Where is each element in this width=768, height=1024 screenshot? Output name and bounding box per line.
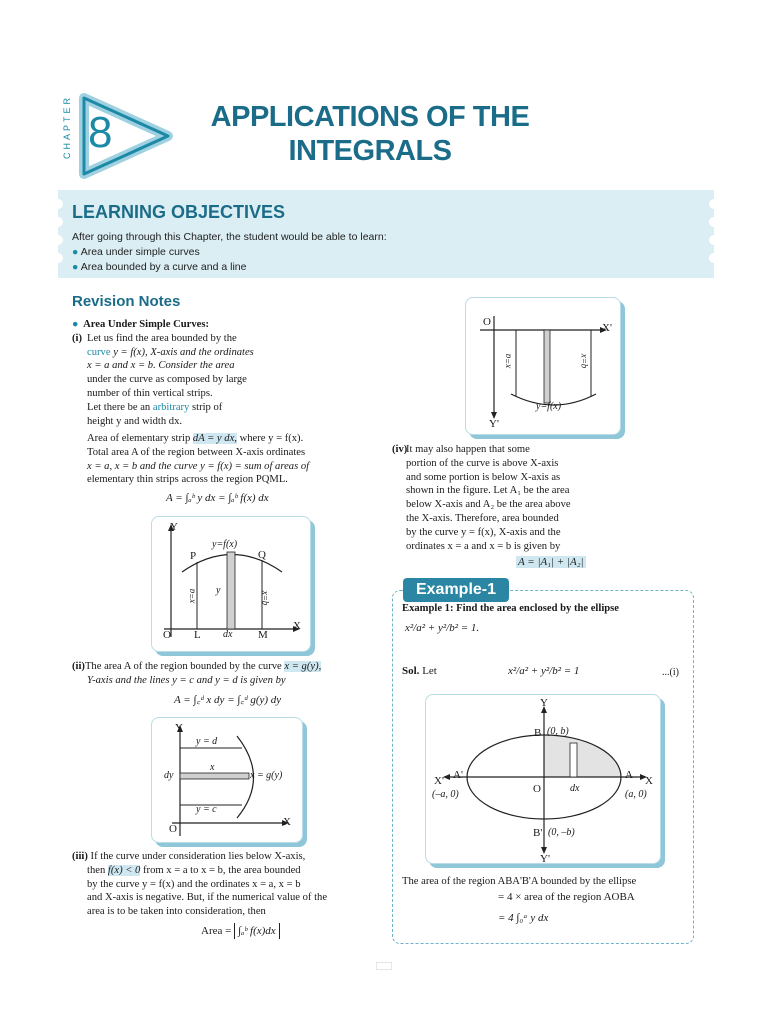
figure-curve-below-axis: O X' x=a x=b y=f(x) Y' [465,297,621,435]
bullet-heading: ● Area Under Simple Curves: [72,319,209,330]
revision-point-i: ● Area Under Simple Curves: (i) Let us find the area bounded by the curve y = f(x), X-axis and the ordinates x = a and x = b. Consider the area under the curve as composed by large number of thin vertical strips. Let there be an arbitrary strip of height y and width dx. [72,318,286,428]
equation-tag: ...(i) [662,667,679,678]
solution-line-3: = 4 ∫₀ᵃ y dx [498,912,549,924]
chapter-label: CHAPTER [62,95,72,160]
title-line-1: APPLICATIONS OF THE [210,101,530,133]
example-question: Example 1: Find the area enclosed by the ellipse [402,603,619,614]
formula-area-sum: A = |A₁| + |A₂| [518,556,584,568]
revision-point-iv: (iv) It may also happen that some portion of the curve is above X-axis and some portion is below X-axis as shown in the figure. Let A₁ be the area below X-axis and A₂ be the area above the X-axis. Therefore, area bounded by the curve y = f(x), X-axis and the ordinates x = a and x = b is given by [392,444,571,552]
example-question-equation: x²/a² + y²/b² = 1. [405,622,480,634]
title-line-2: INTEGRALS [288,135,452,167]
solution-equation: x²/a² + y²/b² = 1 [508,665,580,677]
revision-point-iii: (iii) If the curve under consideration lies below X-axis, then f(x) < 0 from x = a to x = b, the area bounded by the curve y = f(x) and the ordinates x = a, x = b and X-axis is negative. But, if the numerical value of the area is to be taken into consideration, then [72,851,328,918]
example-banner: Example-1 [403,578,509,602]
formula-area-horizontal: A = ∫꜀ᵈ x dy = ∫꜀ᵈ g(y) dy [174,694,282,706]
revision-notes-heading: Revision Notes [72,293,181,310]
learning-objectives-text [72,230,387,275]
revision-point-i-cont: Area of elementary strip dA = y dx, where y = f(x). Total area A of the region between X-axis ordinates x = a, x = b and the curve y = f(x) = sum of areas of elementary thin strips across the region PQML. [87,433,310,486]
chapter-title [205,100,535,168]
figure-area-curve-y-axis: Y y = d dy x x = g(y) y = c O X [151,717,303,843]
page-marker [376,962,392,970]
solution-line-1: The area of the region ABA'B'A bounded by the ellipse [402,876,637,887]
lo-item: ● Area under simple curves [72,246,200,258]
chapter-number: 8 [88,108,113,157]
formula-area-abs: Area = ∫ₐᵇ f(x)dx [201,925,280,937]
revision-point-ii: (ii)The area A of the region bounded by the curve x = g(y), Y-axis and the lines y = c and y = d is given by [72,661,322,686]
learning-objectives-heading: LEARNING OBJECTIVES [72,202,286,222]
figure-ellipse: Y B (0, b) X' A' (–a, 0) O dx A X (a, 0) B' (0, –b) Y' [425,694,661,864]
formula-area-vertical: A = ∫ₐᵇ y dx = ∫ₐᵇ f(x) dx [166,492,269,504]
solution-label: Sol. Let [402,665,437,677]
lo-item: ● Area bounded by a curve and a line [72,261,247,273]
lo-intro: After going through this Chapter, the student would be able to learn: [72,231,387,243]
solution-line-2: = 4 × area of the region AOBA [498,891,635,903]
figure-area-under-curve: Y y=f(x) P Q x=a y x=b O L dx M X [151,516,311,652]
